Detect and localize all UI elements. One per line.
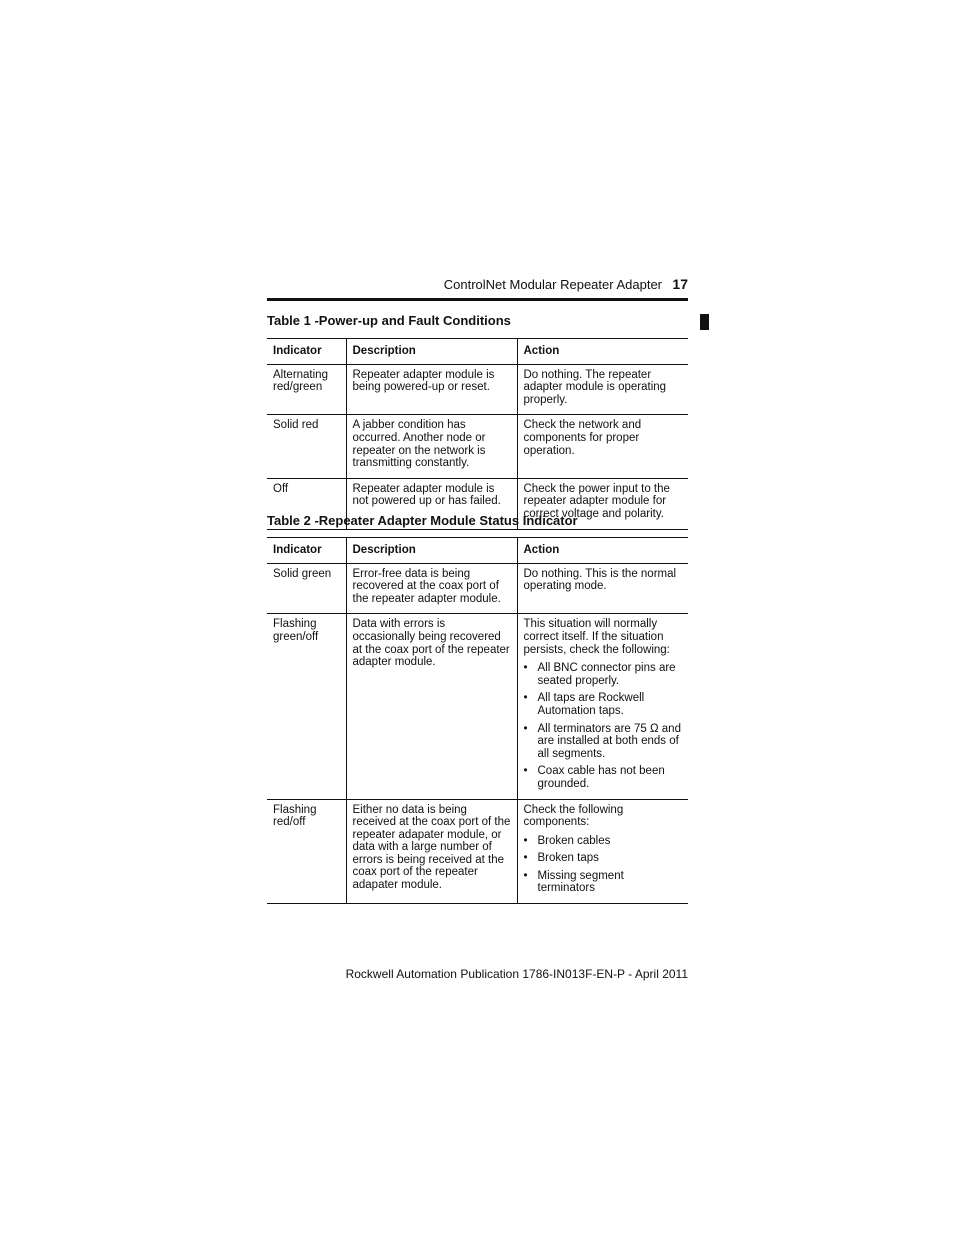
table1: [267, 338, 688, 530]
header-title: ControlNet Modular Repeater Adapter: [443, 277, 662, 292]
action-cell: [517, 799, 688, 904]
thumb-tab-marker: [700, 314, 709, 330]
description-cell: Error-free data is being recovered at the coax port of the repeater adapter module.: [346, 563, 517, 614]
bullet-icon: •: [523, 869, 528, 882]
page-number: 17: [672, 276, 688, 292]
column-header: Description: [346, 538, 517, 564]
table-row: [267, 415, 688, 478]
indicator-cell: Solid red: [267, 415, 346, 478]
description-cell: Data with errors is occasionally being recovered at the coax port of the repeater adapter module.: [346, 614, 517, 799]
list-item: • Coax cable has not been grounded.: [523, 765, 665, 790]
table-row: [267, 364, 688, 415]
table2-caption: Table 2 -Repeater Adapter Module Status Indicator: [267, 513, 578, 528]
indicator-cell: Alternating red/green: [267, 364, 346, 415]
check-list: [524, 662, 683, 790]
check-list: [524, 835, 683, 895]
table1-caption: Table 1 -Power-up and Fault Conditions: [267, 313, 511, 328]
bullet-icon: •: [523, 834, 528, 847]
column-header: Description: [346, 339, 517, 365]
action-cell: Check the network and components for proper operation.: [517, 415, 688, 478]
bullet-icon: •: [523, 765, 528, 778]
table-row: [267, 563, 688, 614]
table-row: [267, 799, 688, 904]
table-row: [267, 614, 688, 799]
column-header: Indicator: [267, 538, 346, 564]
description-cell: Repeater adapter module is being powered-up or reset.: [346, 364, 517, 415]
list-item: • Broken taps: [523, 852, 599, 865]
action-cell: [517, 614, 688, 799]
list-item: • Broken cables: [523, 834, 611, 847]
action-cell: Check the power input to the repeater adapter module for correct voltage and polarity.: [517, 478, 688, 529]
list-item: • Missing segment terminators: [523, 869, 624, 895]
action-intro: This situation will normally correct itself. If the situation persists, check the following:: [523, 618, 670, 656]
bullet-icon: •: [523, 852, 528, 865]
action-intro: Check the following components:: [523, 803, 624, 829]
running-header: [267, 276, 688, 294]
description-cell: Repeater adapter module is not powered up or has failed.: [346, 478, 517, 529]
bullet-icon: •: [523, 722, 528, 735]
page-footer: Rockwell Automation Publication 1786-IN013F-EN-P - April 2011: [345, 967, 688, 981]
column-header: Action: [517, 339, 688, 365]
action-cell: Do nothing. This is the normal operating mode.: [517, 563, 688, 614]
table2-header-row: [267, 538, 688, 564]
list-item: • All taps are Rockwell Automation taps.: [523, 692, 645, 717]
indicator-cell: Solid green: [267, 563, 346, 614]
column-header: Indicator: [267, 339, 346, 365]
table1-header-row: [267, 339, 688, 365]
description-cell: A jabber condition has occurred. Another node or repeater on the network is transmitting constantly.: [346, 415, 517, 478]
action-cell: Do nothing. The repeater adapter module is operating properly.: [517, 364, 688, 415]
bullet-icon: •: [523, 692, 528, 705]
header-rule: [267, 298, 688, 301]
indicator-cell: Flashing green/off: [267, 614, 346, 799]
list-item: • All BNC connector pins are seated properly.: [523, 662, 676, 687]
indicator-cell: Flashing red/off: [267, 799, 346, 904]
table2: [267, 537, 688, 904]
column-header: Action: [517, 538, 688, 564]
description-cell: Either no data is being received at the coax port of the repeater adapater module, or data with a large number of errors is being received at the coax port of the repeater adapater module.: [346, 799, 517, 904]
bullet-icon: •: [523, 662, 528, 675]
list-item: • All terminators are 75 Ω and are installed at both ends of all segments.: [523, 722, 681, 760]
indicator-cell: Off: [267, 478, 346, 529]
